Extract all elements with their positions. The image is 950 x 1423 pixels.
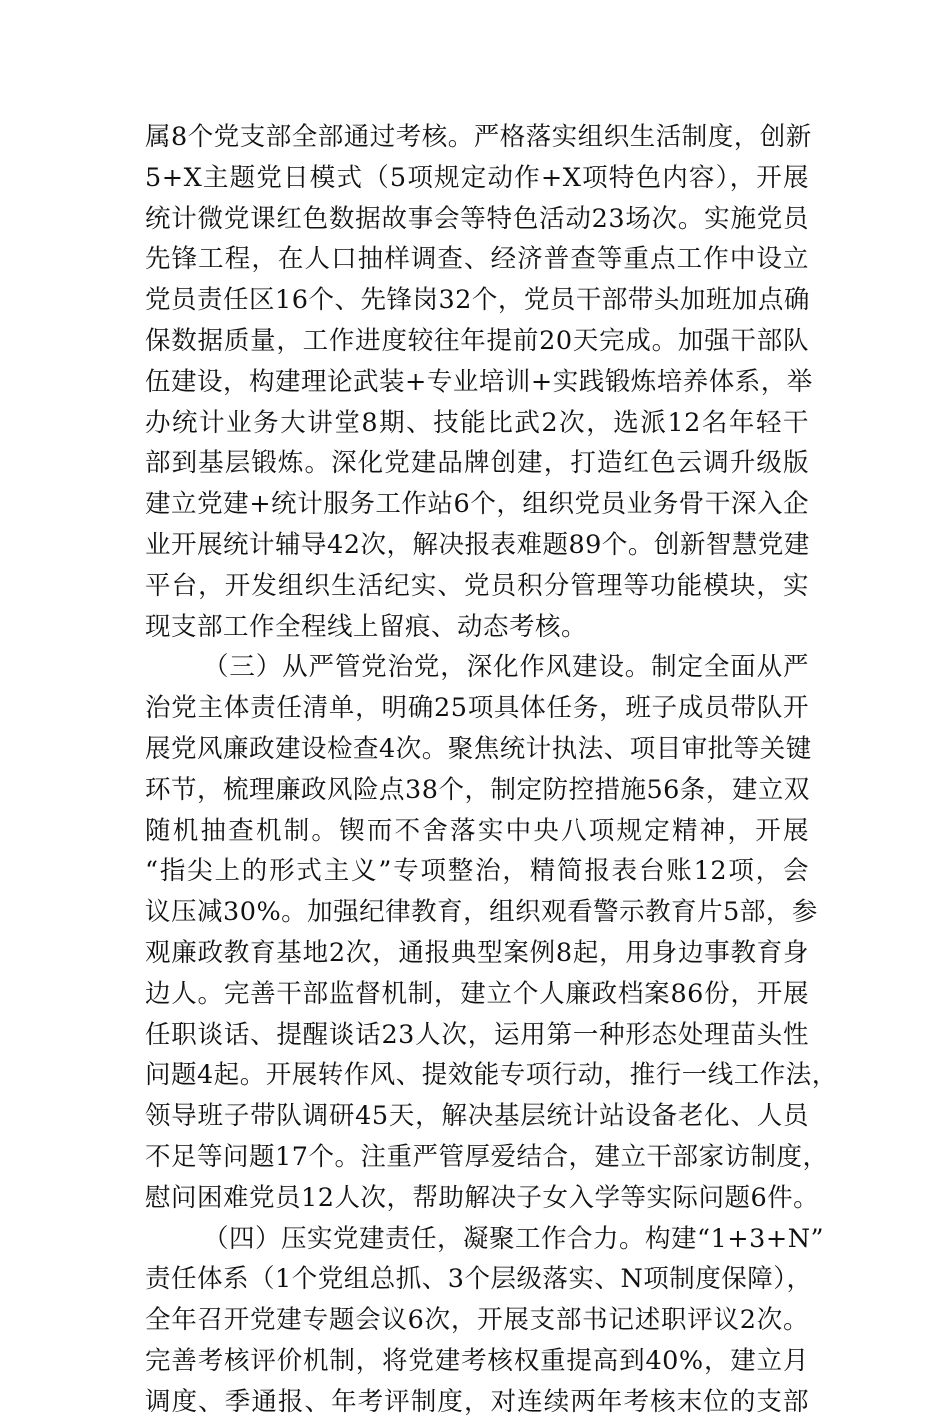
text-line: 党员责任区16个、先锋岗32个，党员干部带头加班加点确 bbox=[145, 285, 810, 316]
text-line: 保数据质量，工作进度较往年提前20天完成。加强干部队 bbox=[145, 325, 809, 356]
section-heading-line: （三）从严管党治党，深化作风建设。制定全面从严 bbox=[203, 652, 809, 683]
text-line: 统计微党课红色数据故事会等特色活动23场次。实施党员 bbox=[145, 203, 809, 234]
text-line: 完善考核评价机制，将党建考核权重提高到40%，建立月 bbox=[145, 1345, 809, 1376]
text-line: 先锋工程，在人口抽样调查、经济普查等重点工作中设立 bbox=[145, 244, 809, 275]
text-line: 任职谈话、提醒谈话23人次，运用第一种形态处理苗头性 bbox=[145, 1019, 809, 1050]
text-line: 平台，开发组织生活纪实、党员积分管理等功能模块，实 bbox=[145, 570, 809, 601]
text-line: 问题4起。开展转作风、提效能专项行动，推行一线工作法， bbox=[145, 1060, 838, 1091]
text-line: 观廉政教育基地2次，通报典型案例8起，用身边事教育身 bbox=[145, 937, 809, 968]
text-line: 全年召开党建专题会议6次，开展支部书记述职评议2次。 bbox=[145, 1305, 809, 1336]
paragraph-end-line: 现支部工作全程线上留痕、动态考核。 bbox=[145, 611, 588, 642]
text-line: 业开展统计辅导42次，解决报表难题89个。创新智慧党建 bbox=[145, 529, 810, 560]
text-line: 不足等问题17个。注重严管厚爱结合，建立干部家访制度， bbox=[145, 1141, 829, 1172]
text-line: “指尖上的形式主义”专项整治，精简报表台账12项，会 bbox=[145, 856, 809, 887]
text-line: 治党主体责任清单，明确25项具体任务，班子成员带队开 bbox=[145, 693, 809, 724]
text-line: 伍建设，构建理论武装+专业培训+实践锻炼培养体系，举 bbox=[145, 366, 813, 397]
text-line: 随机抽查机制。锲而不舍落实中央八项规定精神，开展 bbox=[145, 815, 809, 846]
paragraph-end-line: 慰问困难党员12人次，帮助解决子女入学等实际问题6件。 bbox=[145, 1182, 820, 1213]
text-line: 5+X主题党日模式（5项规定动作+X项特色内容），开展 bbox=[145, 162, 809, 193]
text-line: 领导班子带队调研45天，解决基层统计站设备老化、人员 bbox=[145, 1101, 809, 1132]
text-line: 办统计业务大讲堂8期、技能比武2次，选派12名年轻干 bbox=[145, 407, 809, 438]
text-line: 建立党建+统计服务工作站6个，组织党员业务骨干深入企 bbox=[145, 489, 809, 520]
text-line: 责任体系（1个党组总抓、3个层级落实、N项制度保障）， bbox=[145, 1264, 813, 1295]
text-line: 调度、季通报、年考评制度，对连续两年考核末位的支部 bbox=[145, 1386, 809, 1417]
text-line: 属8个党支部全部通过考核。严格落实组织生活制度，创新 bbox=[145, 122, 812, 152]
text-line: 展党风廉政建设检查4次。聚焦统计执法、项目审批等关键 bbox=[145, 733, 812, 764]
text-line: 环节，梳理廉政风险点38个，制定防控措施56条，建立双 bbox=[145, 774, 810, 805]
text-line: 边人。完善干部监督机制，建立个人廉政档案86份，开展 bbox=[145, 978, 809, 1009]
text-line: 部到基层锻炼。深化党建品牌创建，打造红色云调升级版 bbox=[145, 448, 809, 479]
section-heading-line: （四）压实党建责任，凝聚工作合力。构建“1+3+N” bbox=[203, 1223, 825, 1254]
body-text bbox=[145, 117, 838, 1423]
text-line: 议压减30%。加强纪律教育，组织观看警示教育片5部，参 bbox=[145, 897, 818, 928]
